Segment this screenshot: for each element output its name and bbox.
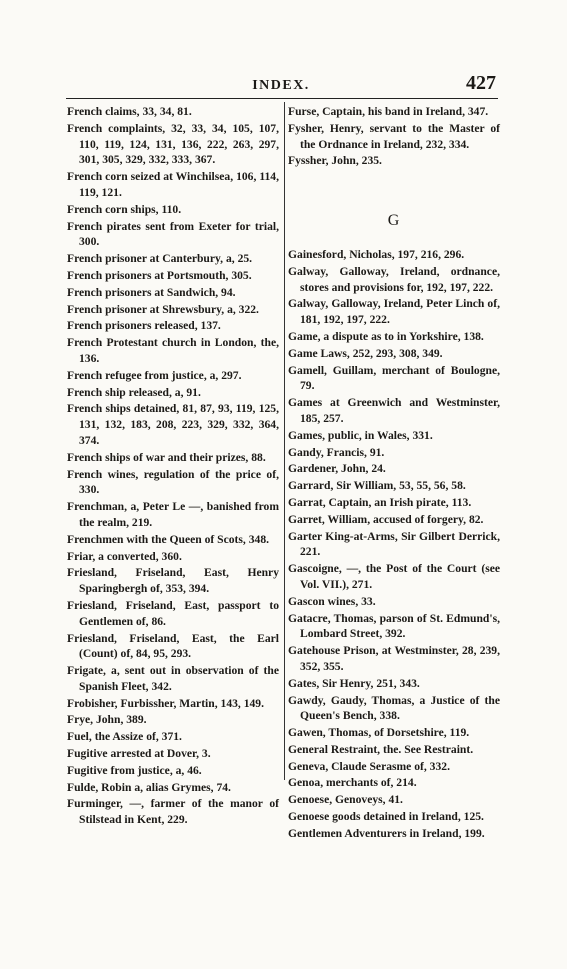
index-entry: Game, a dispute as to in Yorkshire, 138. (288, 329, 484, 343)
index-entry: Games, public, in Wales, 331. (288, 428, 433, 442)
index-entry: Fysher, Henry, servant to the Master of the Ordnance in Ireland, 232, 334. (288, 121, 500, 151)
index-entry: Gandy, Francis, 91. (288, 445, 385, 459)
index-entry: Gatehouse Prison, at Westminster, 28, 239, 352, 355. (288, 644, 500, 673)
index-entry: Gainesford, Nicholas, 197, 216, 296. (288, 247, 465, 261)
index-entry: French ships of war and their prizes, 88. (67, 450, 266, 464)
index-entry: French prisoners at Sandwich, 94. (67, 285, 236, 299)
index-entry: Friesland, Friseland, East, passport to Gentlemen of, 86. (67, 598, 279, 628)
index-entry: Fulde, Robin a, alias Grymes, 74. (67, 780, 231, 794)
index-entry: Frye, John, 389. (67, 713, 147, 727)
index-entry: Garret, William, accused of forgery, 82. (288, 512, 484, 526)
index-entry: Fyssher, John, 235. (288, 154, 382, 168)
index-entry: French corn ships, 110. (67, 202, 182, 216)
index-entry: General Restraint, the. See Restraint. (288, 742, 474, 756)
index-entry: French complaints, 32, 33, 34, 105, 107, 110, 119, 124, 131, 136, 222, 263, 297, 301, 305, 329, 332, 333, 367. (67, 121, 279, 167)
index-entry: Fugitive from justice, a, 46. (67, 763, 202, 777)
index-entry: Genoa, merchants of, 214. (288, 776, 417, 790)
index-entry: French claims, 33, 34, 81. (67, 105, 192, 118)
index-column-right (288, 104, 500, 843)
index-entry: Fuel, the Assize of, 371. (67, 730, 182, 744)
index-entry: Game Laws, 252, 293, 308, 349. (288, 346, 443, 360)
index-entry: Genoese goods detained in Ireland, 125. (288, 810, 484, 824)
index-entry: Gentlemen Adventurers in Ireland, 199. (288, 826, 485, 840)
index-entry: Fugitive arrested at Dover, 3. (67, 747, 211, 761)
index-entry: Geneva, Claude Serasme of, 332. (288, 759, 450, 773)
page-number: 427 (466, 72, 496, 94)
index-entry: French wines, regulation of the price of, 330. (67, 467, 279, 497)
index-entry: French ships detained, 81, 87, 93, 119, 125, 131, 132, 183, 208, 223, 329, 332, 364, 374. (67, 402, 279, 447)
page-title: INDEX. (252, 78, 310, 93)
index-entry: French prisoner at Canterbury, a, 25. (67, 252, 253, 266)
index-entry: Gascoigne, —, the Post of the Court (see Vol. VII.), 271. (288, 562, 500, 591)
index-entry: French prisoner at Shrewsbury, a, 322. (67, 302, 259, 316)
index-entry: Gatacre, Thomas, parson of St. Edmund's, Lombard Street, 392. (288, 611, 500, 641)
column-divider (284, 102, 285, 780)
index-entry: Friesland, Friseland, East, the Earl (Count) of, 84, 95, 293. (67, 631, 279, 661)
index-entry: Gardener, John, 24. (288, 462, 386, 476)
index-entry: Furminger, —, farmer of the manor of Stilstead in Kent, 229. (67, 797, 279, 827)
index-entry: Frobisher, Furbissher, Martin, 143, 149. (67, 696, 264, 710)
index-entry: Gamell, Guillam, merchant of Boulogne, 79. (288, 363, 500, 393)
page-header (66, 72, 496, 94)
header-rule (66, 98, 498, 99)
index-entry: Garrard, Sir William, 53, 55, 56, 58. (288, 479, 466, 493)
index-entry: French prisoners at Portsmouth, 305. (67, 268, 252, 282)
index-entry: Galway, Galloway, Ireland, ordnance, stores and provisions for, 192, 197, 222. (288, 264, 500, 294)
index-entry: Gascon wines, 33. (288, 594, 376, 608)
index-entry: Friesland, Friseland, East, Henry Sparingbergh of, 353, 394. (67, 566, 279, 596)
index-entry: Furse, Captain, his band in Ireland, 347. (288, 105, 489, 118)
index-entry: French Protestant church in London, the, 136. (67, 336, 279, 365)
index-entry: Garter King-at-Arms, Sir Gilbert Derrick, 221. (288, 529, 500, 559)
index-entry: French pirates sent from Exeter for trial, 300. (67, 219, 279, 249)
index-entry: Gawen, Thomas, of Dorsetshire, 119. (288, 726, 470, 740)
index-entry: Genoese, Genoveys, 41. (288, 793, 403, 807)
index-entry: Frenchman, a, Peter Le —, banished from the realm, 219. (67, 500, 279, 529)
index-column-left (67, 104, 279, 829)
index-entry: Frigate, a, sent out in observation of the Spanish Fleet, 342. (67, 664, 279, 693)
section-letter: G (387, 212, 401, 230)
index-entry: French refugee from justice, a, 297. (67, 368, 242, 382)
index-entry: Frenchmen with the Queen of Scots, 348. (67, 532, 270, 546)
index-entry: French ship released, a, 91. (67, 385, 201, 399)
index-entry: French corn seized at Winchilsea, 106, 114, 119, 121. (67, 170, 279, 199)
index-entry: Gawdy, Gaudy, Thomas, a Justice of the Queen's Bench, 338. (288, 693, 500, 723)
index-entry: Garrat, Captain, an Irish pirate, 113. (288, 495, 472, 509)
index-entry: French prisoners released, 137. (67, 319, 221, 333)
index-entry: Galway, Galloway, Ireland, Peter Linch of, 181, 192, 197, 222. (288, 297, 500, 327)
index-entry: Friar, a converted, 360. (67, 549, 182, 563)
index-entry: Games at Greenwich and Westminster, 185, 257. (288, 396, 500, 425)
index-entry: Gates, Sir Henry, 251, 343. (288, 676, 420, 690)
